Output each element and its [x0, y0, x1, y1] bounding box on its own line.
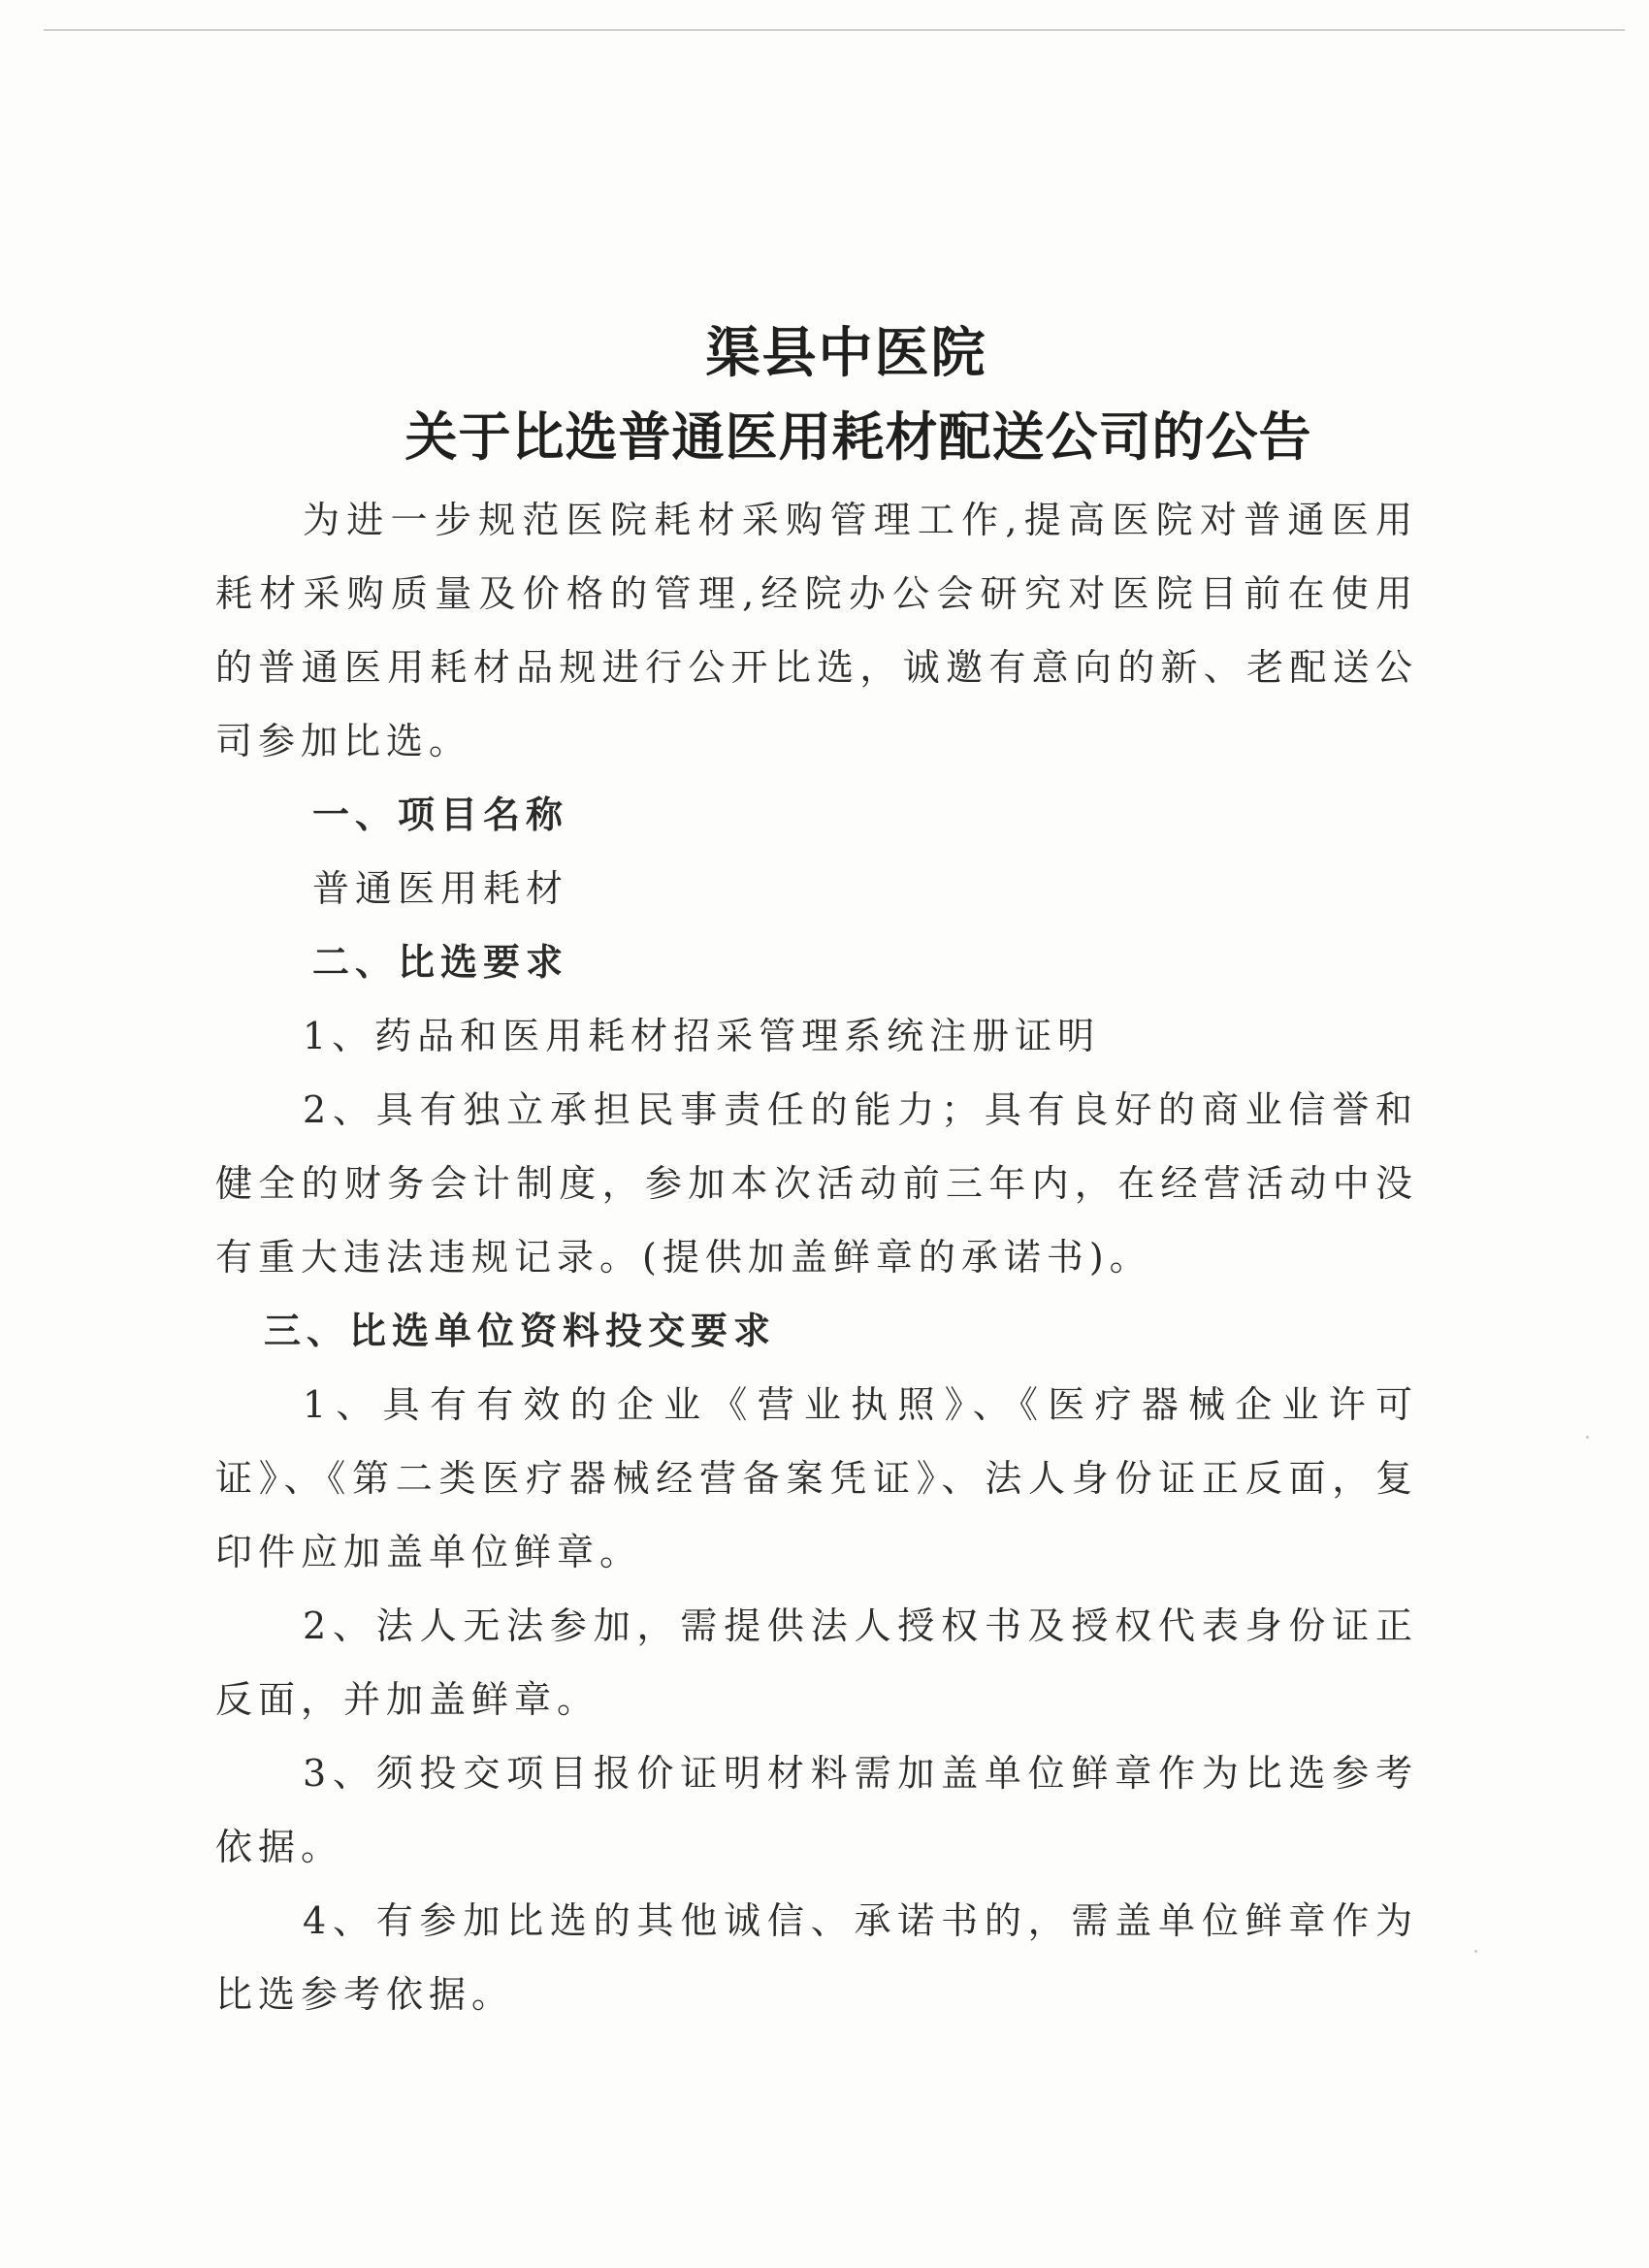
section1-heading: 一、项目名称: [312, 793, 569, 836]
intro-paragraph: 为进一步规范医院耗材采购管理工作,提高医院对普通医用耗材采购质量及价格的管理,经院办公会研究对医院目前在使用的普通医用耗材品规进行公开比选，诚邀有意向的新、老配送公司参加比选。: [215, 499, 1418, 762]
section3-item-1: 1、具有有效的企业《营业执照》、《医疗器械企业许可证》、《第二类医疗器械经营备案凭证》、法人身份证正反面，复印件应加盖单位鲜章。: [215, 1383, 1418, 1573]
announcement-title: [0, 318, 1649, 471]
section3-heading: 三、比选单位资料投交要求: [264, 1309, 777, 1352]
section2-heading: 二、比选要求: [312, 940, 569, 984]
section3-item-4: 4、有参加比选的其他诚信、承诺书的，需盖单位鲜章作为比选参考依据。: [215, 1899, 1418, 2016]
hospital-name-title: 渠县中医院: [705, 321, 987, 385]
section2-item-1: 1、药品和医用耗材招采管理系统注册证明: [303, 1015, 1101, 1057]
scan-speck: [1586, 1436, 1589, 1439]
announcement-subject-title: 关于比选普通医用耗材配送公司的公告: [404, 405, 1312, 468]
scan-border-line: [44, 29, 1625, 31]
section2-item-2: 2、具有独立承担民事责任的能力；具有良好的商业信誉和健全的财务会计制度，参加本次活动前三年内，在经营活动中没有重大违法违规记录。(提供加盖鲜章的承诺书)。: [215, 1088, 1418, 1279]
section1-content: 普通医用耗材: [312, 867, 569, 910]
announcement-body: [215, 483, 1418, 2031]
section3-item-3: 3、须投交项目报价证明材料需加盖单位鲜章作为比选参考依据。: [215, 1752, 1418, 1868]
scan-speck: [1474, 1950, 1477, 1953]
section3-item-2: 2、法人无法参加，需提供法人授权书及授权代表身份证正反面，并加盖鲜章。: [215, 1604, 1418, 1721]
